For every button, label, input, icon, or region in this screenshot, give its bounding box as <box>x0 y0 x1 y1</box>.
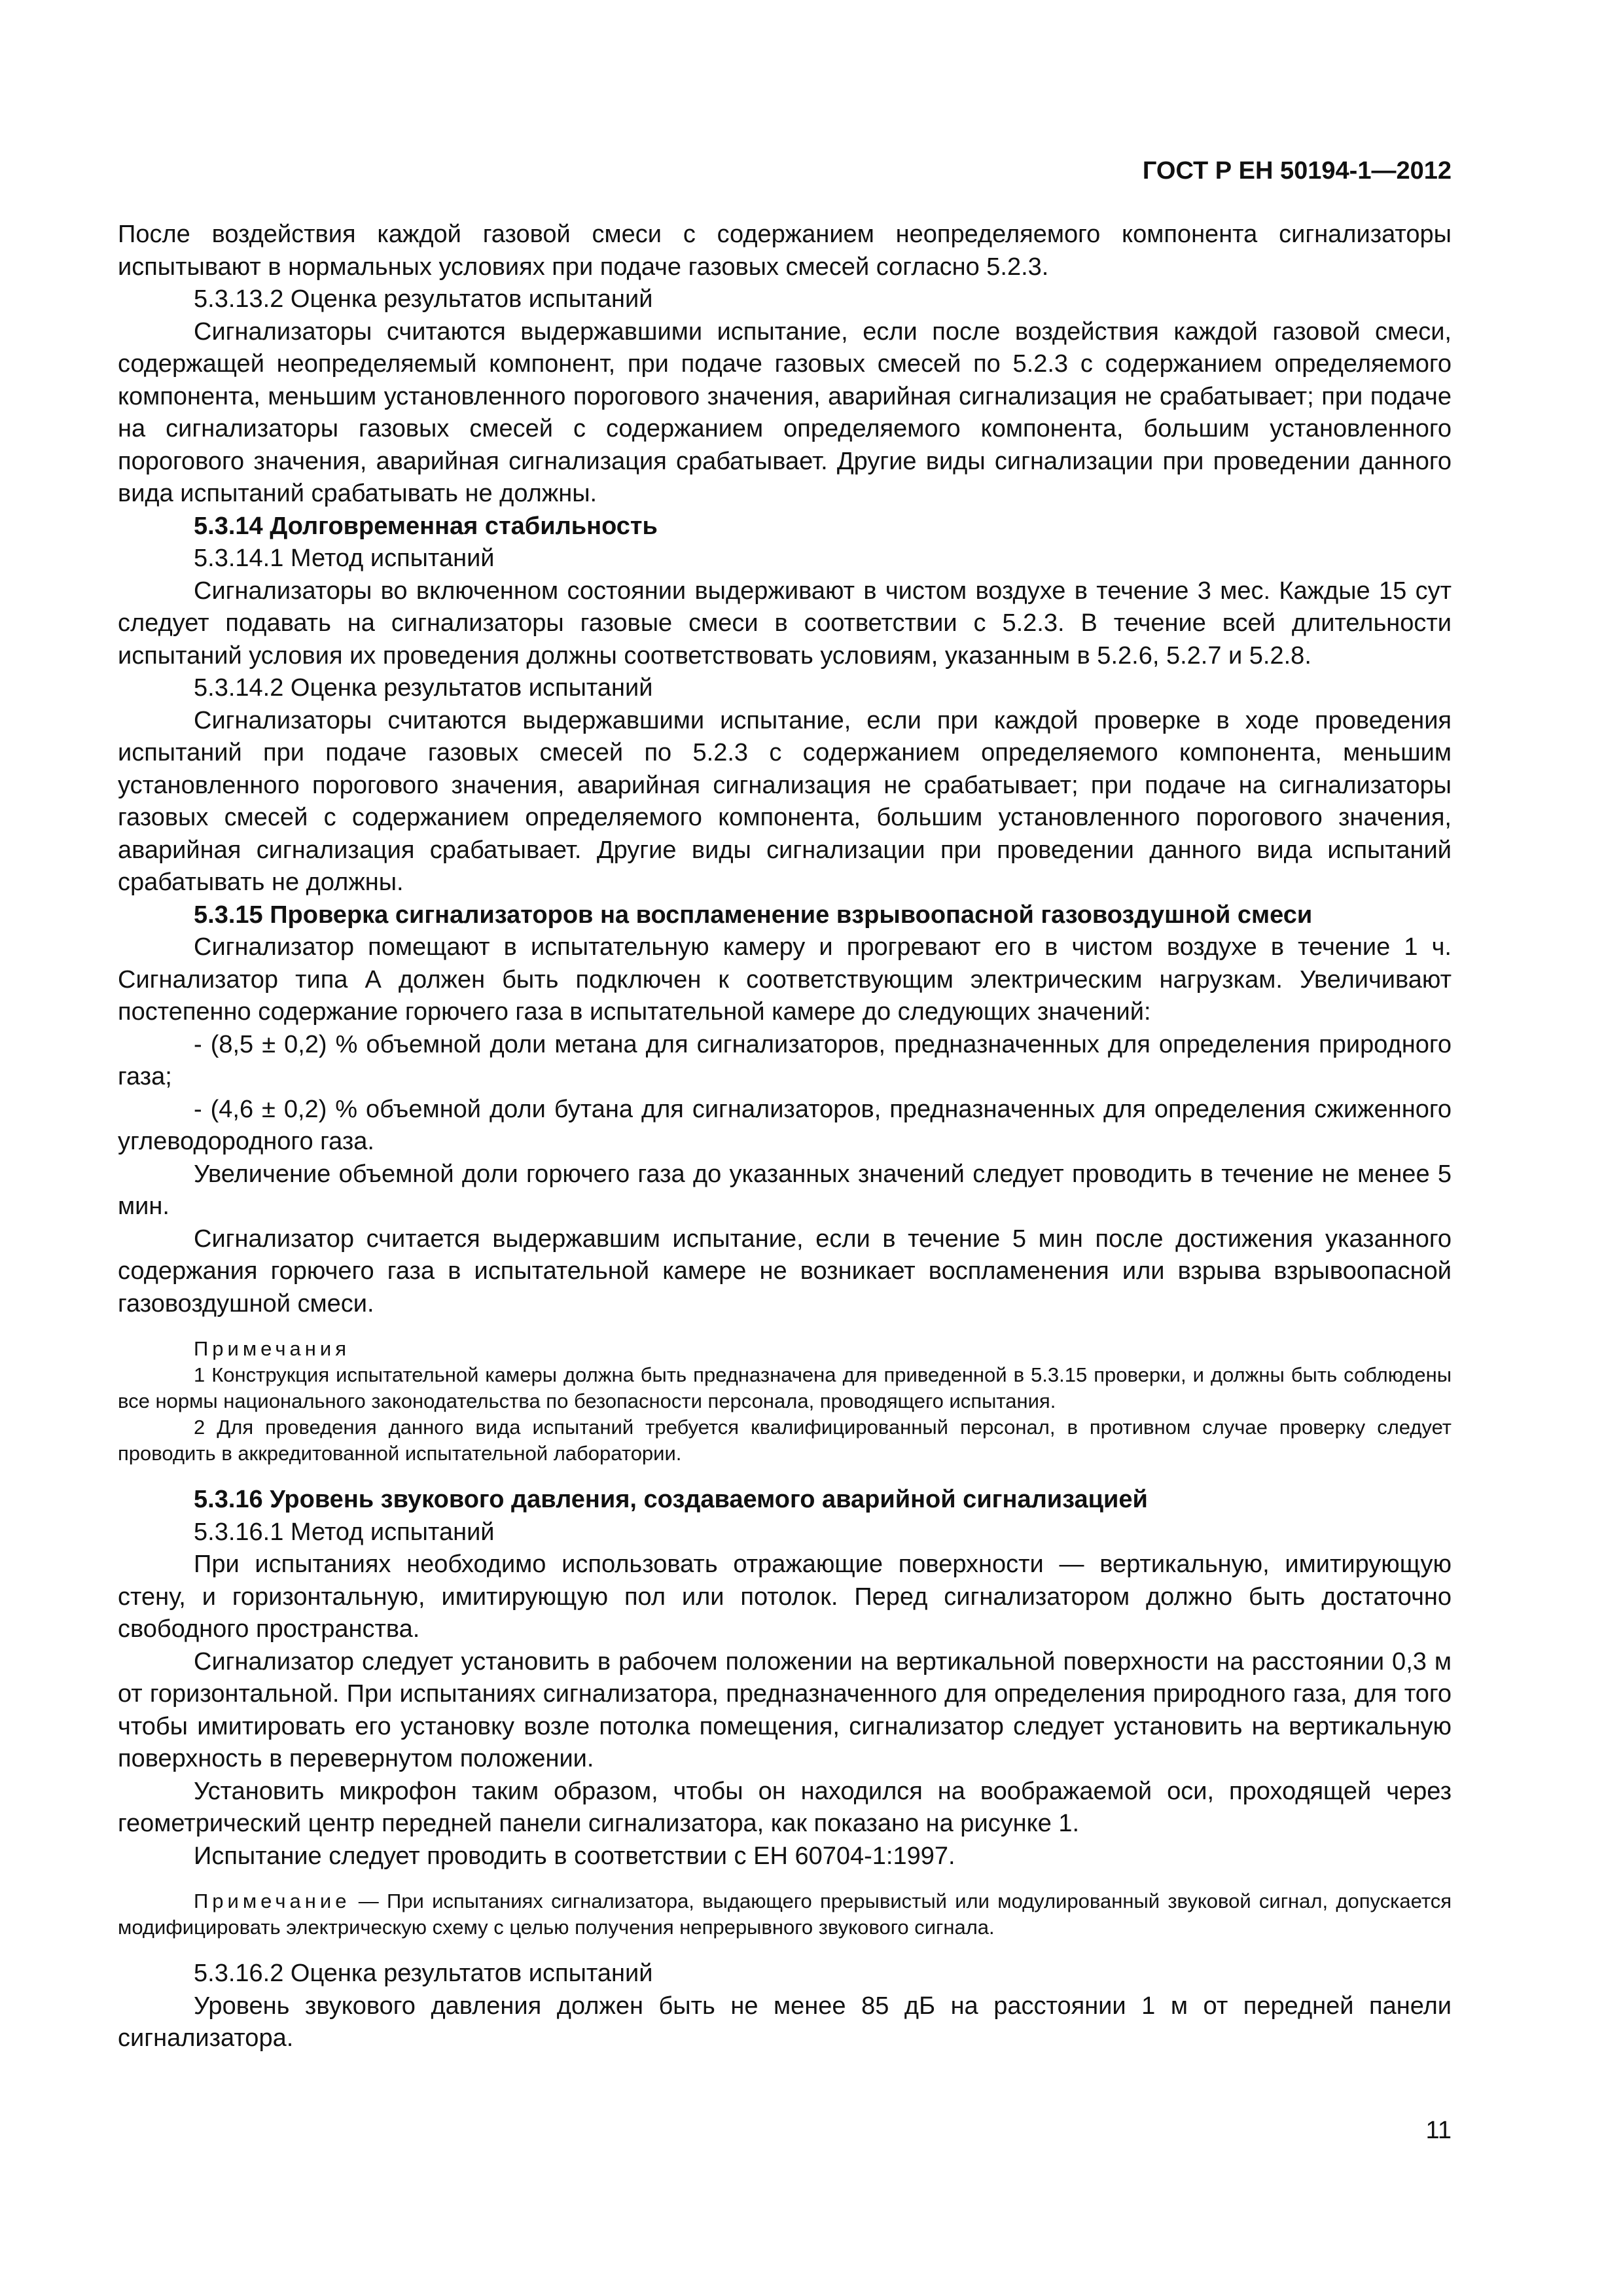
paragraph: Испытание следует проводить в соответствии с ЕН 60704-1:1997. <box>194 1842 955 1870</box>
paragraph: Увеличение объемной доли горючего газа до указанных значений следует проводить в течение не менее 5 мин. <box>118 1160 1452 1220</box>
paragraph: Уровень звукового давления должен быть не менее 85 дБ на расстоянии 1 м от передней панели сигнализатора. <box>118 1992 1452 2052</box>
list-item: - (8,5 ± 0,2) % объемной доли метана для сигнализаторов, предназначенных для определения природного газа; <box>118 1030 1452 1090</box>
section-heading: 5.3.16 Уровень звукового давления, создаваемого аварийной сигнализацией <box>194 1486 1148 1513</box>
notes-heading: Примечания <box>194 1337 350 1360</box>
subsection-heading: 5.3.14.1 Метод испытаний <box>194 545 495 572</box>
paragraph: После воздействия каждой газовой смеси с содержанием неопределяемого компонента сигнализаторы испытывают в нормальных условиях при подаче газовых смесей согласно 5.2.3. <box>118 221 1452 281</box>
document-code-header: ГОСТ Р ЕН 50194-1—2012 <box>1142 157 1452 185</box>
paragraph: Сигнализаторы считаются выдержавшими испытание, если после воздействия каждой газовой смеси, содержащей неопределяемый компонент, при подаче газовых смесей по 5.2.3 с содержанием определяемого компонента, меньшим установленного порогового значения, аварийная сигнализация не срабатывает; при подаче на сигнализаторы газовых смесей с содержанием определяемого компонента, большим установленного порогового значения, аварийная сигнализация срабатывает. Другие виды сигнализации при проведении данного вида испытаний срабатывать не должны. <box>118 317 1452 507</box>
paragraph: Сигнализатор считается выдержавшим испытание, если в течение 5 мин после достижения указанного содержания горючего газа в испытательной камере не возникает воспламенения или взрыва взрывоопасной газовоздушной смеси. <box>118 1225 1452 1318</box>
subsection-heading: 5.3.14.2 Оценка результатов испытаний <box>194 674 653 702</box>
note-block <box>118 1888 1452 1941</box>
note-item: 2 Для проведения данного вида испытаний требуется квалифицированный персонал, в противном случае проверку следует проводить в аккредитованной испытательной лаборатории. <box>118 1416 1452 1465</box>
paragraph: Сигнализатор помещают в испытательную камеру и прогревают его в чистом воздухе в течение 1 ч. Сигнализатор типа А должен быть подключен к соответствующим электрическим нагрузкам. Увеличивают постепенно содержание горючего газа в испытательной камере до следующих значений: <box>118 933 1452 1026</box>
subsection-heading: 5.3.16.2 Оценка результатов испытаний <box>194 1960 653 1987</box>
note-text: — При испытаниях сигнализатора, выдающего прерывистый или модулированный звуковой сигнал, допускается модифицировать электрическую схему с целью получения непрерывного звукового сигнала. <box>118 1890 1452 1939</box>
paragraph: Сигнализаторы во включенном состоянии выдерживают в чистом воздухе в течение 3 мес. Каждые 15 сут следует подавать на сигнализаторы газовые смеси в соответствии с 5.2.3. В течение всей длительности испытаний условия их проведения должны соответствовать условиям, указанным в 5.2.6, 5.2.7 и 5.2.8. <box>118 577 1452 670</box>
page-number: 11 <box>1425 2117 1452 2144</box>
section-heading: 5.3.14 Долговременная стабильность <box>194 512 658 540</box>
subsection-heading: 5.3.13.2 Оценка результатов испытаний <box>194 285 653 313</box>
section-heading: 5.3.15 Проверка сигнализаторов на воспламенение взрывоопасной газовоздушной смеси <box>194 901 1313 929</box>
paragraph: Сигнализатор следует установить в рабочем положении на вертикальной поверхности на расстоянии 0,3 м от горизонтальной. При испытаниях сигнализатора, предназначенного для определения природного газа, для того чтобы имитировать его установку возле потолка помещения, сигнализатор следует установить на вертикальную поверхность в перевернутом положении. <box>118 1647 1452 1772</box>
subsection-heading: 5.3.16.1 Метод испытаний <box>194 1518 495 1546</box>
paragraph: Установить микрофон таким образом, чтобы он находился на воображаемой оси, проходящей через геометрический центр передней панели сигнализатора, как показано на рисунке 1. <box>118 1777 1452 1837</box>
paragraph: Сигнализаторы считаются выдержавшими испытание, если при каждой проверке в ходе проведения испытаний при подаче газовых смесей по 5.2.3 с содержанием определяемого компонента, меньшим установленного порогового значения, аварийная сигнализация не срабатывает; при подаче на сигнализаторы газовых смесей с содержанием определяемого компонента, большим установленного порогового значения, аварийная сигнализация срабатывает. Другие виды сигнализации при проведении данного вида испытаний срабатывать не должны. <box>118 706 1452 896</box>
paragraph: При испытаниях необходимо использовать отражающие поверхности — вертикальную, имитирующую стену, и горизонтальную, имитирующую пол или потолок. Перед сигнализатором должно быть достаточно свободного пространства. <box>118 1551 1452 1643</box>
note-label: Примечание <box>194 1890 351 1912</box>
note-item: 1 Конструкция испытательной камеры должна быть предназначена для приведенной в 5.3.15 проверки, и должны быть соблюдены все нормы национального законодательства по безопасности персонала, проводящего испытания. <box>118 1363 1452 1412</box>
document-body <box>118 219 1452 2055</box>
notes-block <box>118 1336 1452 1467</box>
list-item: - (4,6 ± 0,2) % объемной доли бутана для сигнализаторов, предназначенных для определения сжиженного углеводородного газа. <box>118 1095 1452 1155</box>
